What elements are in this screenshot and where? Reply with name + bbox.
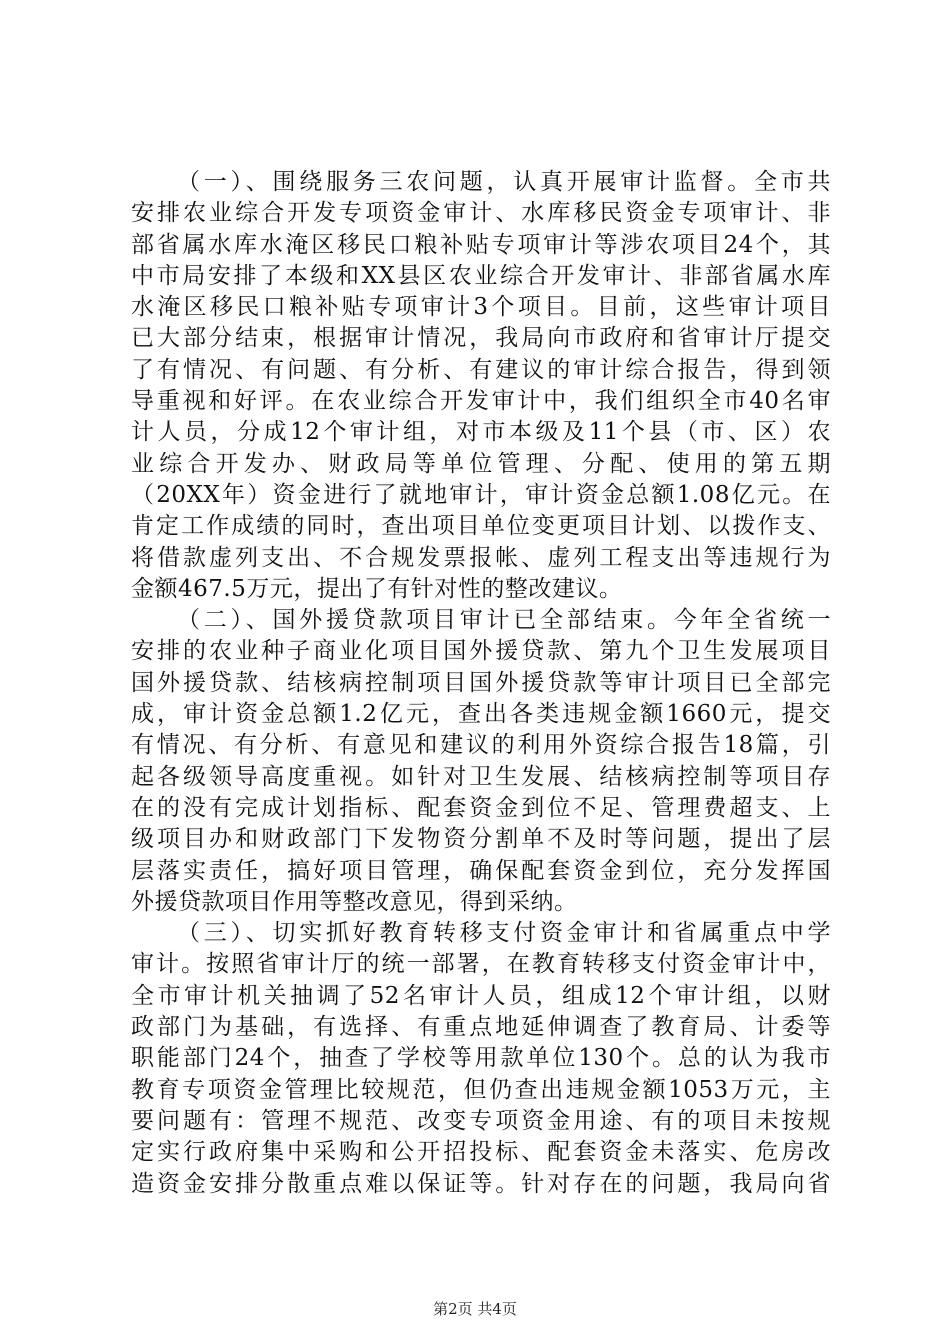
- paragraph: [131, 918, 831, 1200]
- text-line: 职能部门24个，抽查了学校等用款单位130个。总的认为我市: [131, 1045, 831, 1072]
- paragraph: [131, 167, 831, 605]
- text-line: 已大部分结束，根据审计情况，我局向市政府和省审计厅提交: [131, 325, 831, 352]
- text-line: 安排的农业种子商业化项目国外援贷款、第九个卫生发展项目: [131, 638, 831, 665]
- text-line: 金额467.5万元，提出了有针对性的整改建议。: [131, 575, 623, 602]
- text-line: 水淹区移民口粮补贴专项审计3个项目。目前，这些审计项目: [131, 294, 831, 321]
- text-line: 全市审计机关抽调了52名审计人员，组成12个审计组，以财: [131, 982, 831, 1009]
- text-line: 了有情况、有问题、有分析、有建议的审计综合报告，得到领: [131, 356, 831, 383]
- text-line: 部省属水库水淹区移民口粮补贴专项审计等涉农项目24个，其: [131, 231, 831, 258]
- document-body: [131, 167, 831, 1200]
- text-line: 业综合开发办、财政局等单位管理、分配、使用的第五期: [131, 450, 831, 477]
- text-line: 外援贷款项目作用等整改意见，得到采纳。: [131, 888, 578, 915]
- text-line: （20XX年）资金进行了就地审计，审计资金总额1.08亿元。在: [131, 481, 831, 508]
- text-line: 级项目办和财政部门下发物资分割单不及时等问题，提出了层: [131, 826, 831, 853]
- text-line: 有情况、有分析、有意见和建议的利用外资综合报告18篇，引: [131, 732, 831, 759]
- text-line: 起各级领导高度重视。如针对卫生发展、结核病控制等项目存: [131, 763, 831, 790]
- text-line: 层落实责任，搞好项目管理，确保配套资金到位，充分发挥国: [131, 857, 831, 884]
- text-line: 肯定工作成绩的同时，查出项目单位变更项目计划、以拨作支、: [131, 513, 831, 540]
- paragraph: [131, 605, 831, 918]
- text-line: 将借款虚列支出、不合规发票报帐、虚列工程支出等违规行为: [131, 544, 831, 571]
- text-line: 审计。按照省审计厅的统一部署，在教育转移支付资金审计中，: [131, 951, 831, 978]
- text-line: 计人员，分成12个审计组，对市本级及11个县（市、区）农: [131, 419, 831, 446]
- text-line: 安排农业综合开发专项资金审计、水库移民资金专项审计、非: [131, 200, 831, 227]
- text-line: 在的没有完成计划指标、配套资金到位不足、管理费超支、上: [131, 794, 831, 821]
- text-line: （一）、围绕服务三农问题，认真开展审计监督。全市共: [177, 169, 831, 195]
- text-line: 导重视和好评。在农业综合开发审计中，我们组织全市40名审: [131, 388, 831, 415]
- text-line: 教育专项资金管理比较规范，但仍查出违规金额1053万元，主: [131, 1076, 831, 1103]
- page-footer: 第2页 共4页: [433, 1300, 517, 1318]
- text-line: （三）、切实抓好教育转移支付资金审计和省属重点中学: [177, 920, 831, 947]
- text-line: 要问题有：管理不规范、改变专项资金用途、有的项目未按规: [131, 1107, 831, 1134]
- text-line: 成，审计资金总额1.2亿元，查出各类违规金额1660元，提交: [131, 701, 831, 728]
- text-line: 造资金安排分散重点难以保证等。针对存在的问题，我局向省: [131, 1170, 831, 1197]
- text-line: 定实行政府集中采购和公开招投标、配套资金未落实、危房改: [131, 1139, 831, 1166]
- text-line: 中市局安排了本级和XX县区农业综合开发审计、非部省属水库: [131, 262, 831, 289]
- text-line: 国外援贷款、结核病控制项目国外援贷款等审计项目已全部完: [131, 669, 831, 696]
- text-line: 政部门为基础，有选择、有重点地延伸调查了教育局、计委等: [131, 1014, 831, 1041]
- text-line: （二）、国外援贷款项目审计已全部结束。今年全省统一: [177, 607, 831, 634]
